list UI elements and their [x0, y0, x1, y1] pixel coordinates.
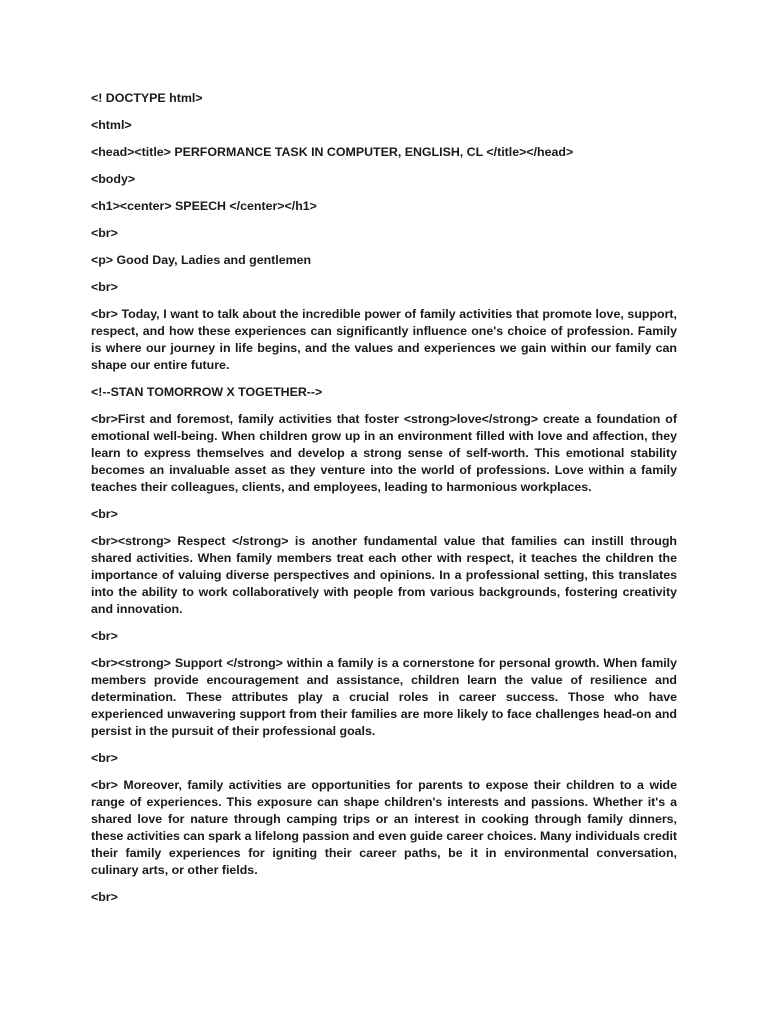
- intro-paragraph: <br> Today, I want to talk about the incredible power of family activities that promote love, support, respect, and how these experiences can significantly influence one's choice of profession. Family is where our journey in life begins, and the values and experiences we gain within our family can shape our entire future.: [91, 307, 677, 372]
- br-line: <br>: [91, 280, 118, 294]
- body-open-line: <body>: [91, 172, 136, 186]
- br-line: <br>: [91, 226, 118, 240]
- document-page: [91, 90, 677, 916]
- br-line: <br>: [91, 629, 118, 643]
- br-line: <br>: [91, 751, 118, 765]
- doctype-line: <! DOCTYPE html>: [91, 91, 203, 105]
- br-line: <br>: [91, 507, 118, 521]
- h1-speech-line: <h1><center> SPEECH </center></h1>: [91, 199, 317, 213]
- respect-paragraph: <br><strong> Respect </strong> is another fundamental value that families can instill through shared activities. When family members treat each other with respect, it teaches the children the importance of valuing diverse perspectives and opinions. In a professional setting, this translates into the ability to work collaboratively with people from various backgrounds, fostering creativity and innovation.: [91, 534, 677, 616]
- love-paragraph: <br>First and foremost, family activities that foster <strong>love</strong> create a foundation of emotional well-being. When children grow up in an environment filled with love and affection, they learn to express themselves and develop a strong sense of self-worth. This emotional stability becomes an invaluable asset as they venture into the world of professions. Love within a family teaches their colleagues, clients, and employees, leading to harmonious workplaces.: [91, 412, 677, 494]
- comment-line: <!--STAN TOMORROW X TOGETHER-->: [91, 385, 323, 399]
- moreover-paragraph: <br> Moreover, family activities are opportunities for parents to expose their children to a wide range of experiences. This exposure can shape children's interests and passions. Whether it's a shared love for nature through camping trips or an interest in cooking through family dinners, these activities can spark a lifelong passion and even guide career choices. Many individuals credit their family experiences for igniting their career paths, be it in environmental conversation, culinary arts, or other fields.: [91, 778, 678, 877]
- head-title-line: <head><title> PERFORMANCE TASK IN COMPUTER, ENGLISH, CL </title></head>: [91, 145, 574, 159]
- html-open-line: <html>: [91, 118, 132, 132]
- greeting-line: <p> Good Day, Ladies and gentlemen: [91, 253, 312, 267]
- support-paragraph: <br><strong> Support </strong> within a family is a cornerstone for personal growth. When family members provide encouragement and assistance, children learn the value of resilience and determination. These attributes play a crucial roles in career success. Those who have experienced unwavering support from their families are more likely to face challenges head-on and persist in the pursuit of their professional goals.: [91, 656, 677, 738]
- br-line: <br>: [91, 890, 118, 904]
